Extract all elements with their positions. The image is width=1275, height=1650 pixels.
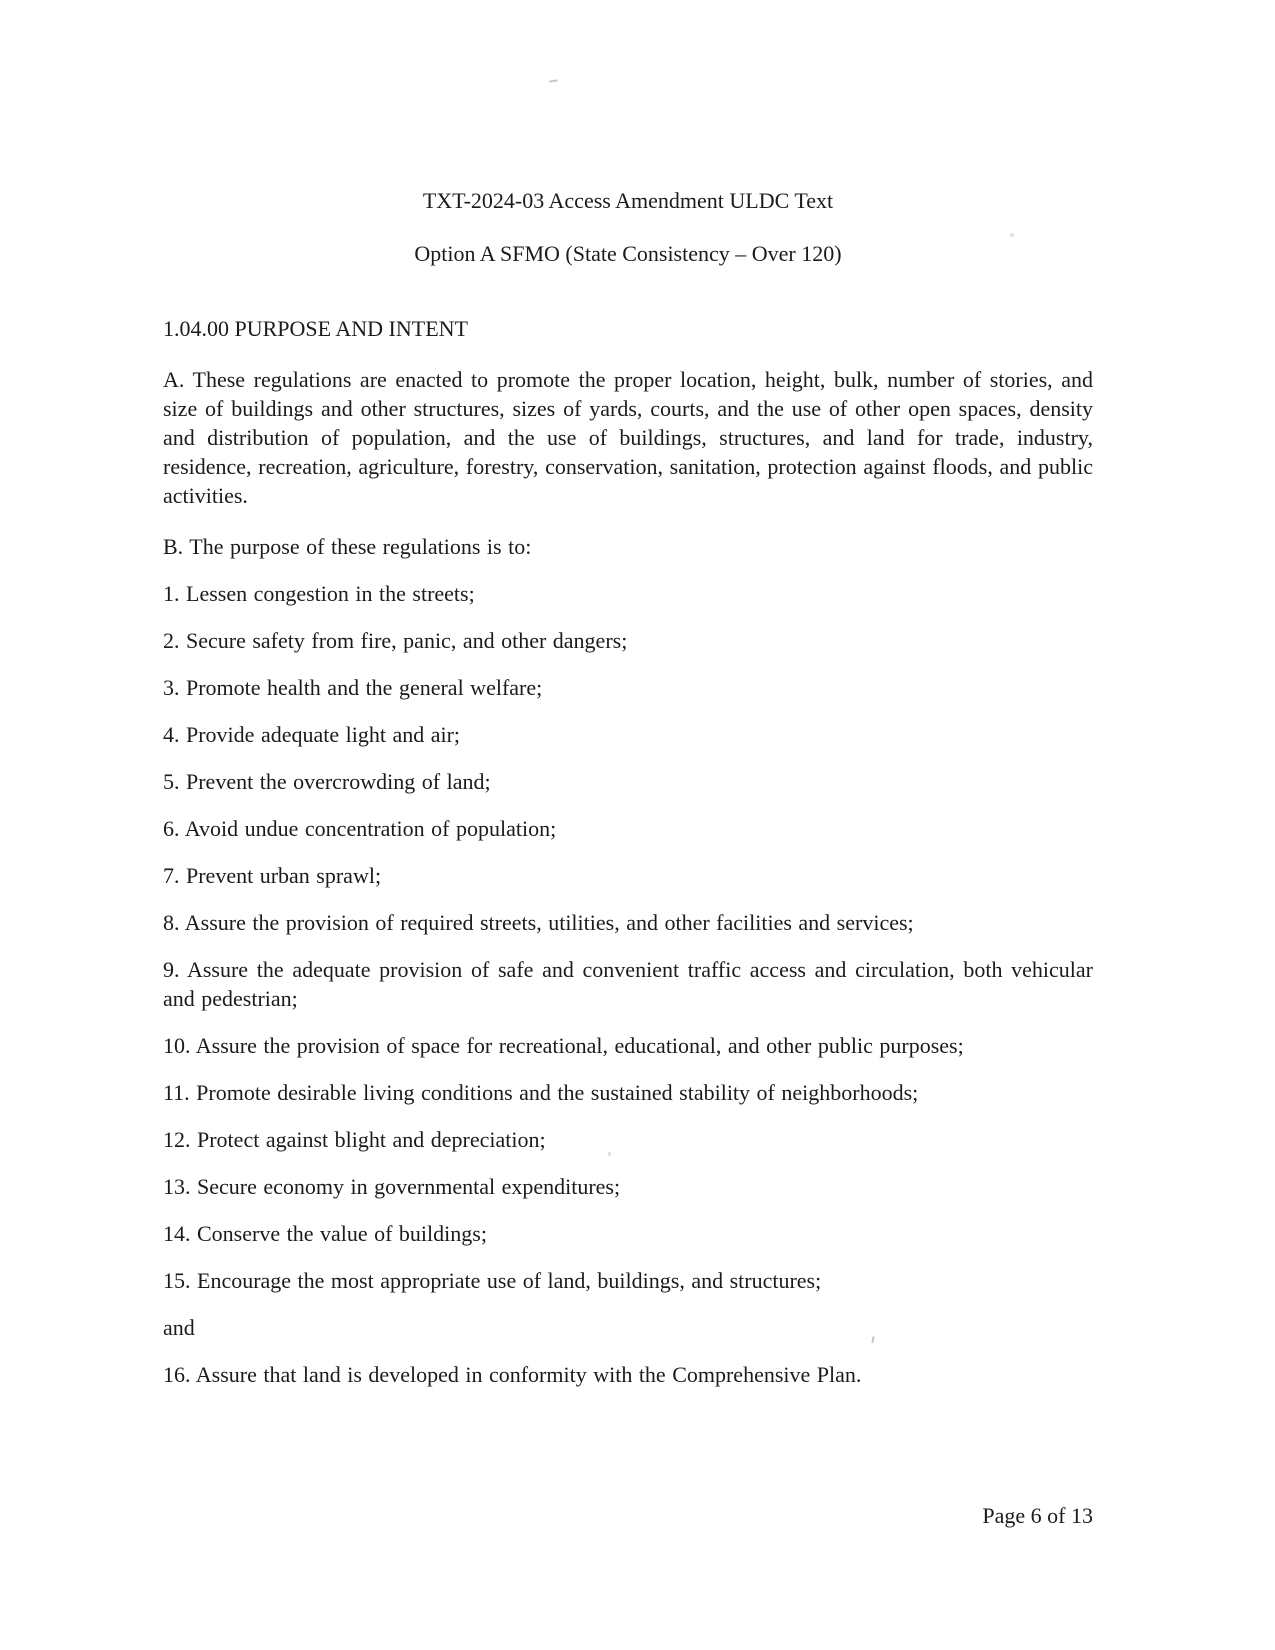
list-item: 9. Assure the adequate provision of safe and convenient traffic access and circulation, both vehicular and pedestrian; (163, 957, 1093, 1011)
list-item: 4. Provide adequate light and air; (163, 722, 461, 747)
list-item: 8. Assure the provision of required streets, utilities, and other facilities and services; (163, 910, 914, 935)
list-item: 12. Protect against blight and depreciation; (163, 1127, 546, 1152)
list-item: 2. Secure safety from fire, panic, and other dangers; (163, 628, 628, 653)
list-item: 15. Encourage the most appropriate use of land, buildings, and structures; (163, 1268, 822, 1293)
page-title: TXT-2024-03 Access Amendment ULDC Text (422, 188, 834, 213)
list-item: 10. Assure the provision of space for recreational, educational, and other public purposes; (163, 1033, 964, 1058)
list-item: 6. Avoid undue concentration of population; (163, 816, 557, 841)
scan-artifact (1010, 233, 1014, 237)
list-item: 7. Prevent urban sprawl; (163, 863, 382, 888)
paragraph-b: B. The purpose of these regulations is to: (163, 534, 532, 559)
list-item: 14. Conserve the value of buildings; (163, 1221, 487, 1246)
list-item: 11. Promote desirable living conditions and the sustained stability of neighborhoods; (163, 1080, 919, 1105)
scan-artifact (549, 79, 558, 82)
page-subtitle: Option A SFMO (State Consistency – Over 120) (414, 241, 842, 266)
purpose-list (163, 579, 1093, 1389)
document-content (163, 186, 1093, 1389)
list-item: 1. Lessen congestion in the streets; (163, 581, 475, 606)
list-item: and (163, 1315, 195, 1340)
section-heading: 1.04.00 PURPOSE AND INTENT (163, 316, 468, 341)
paragraph-a: A. These regulations are enacted to promote the proper location, height, bulk, number of stories, and size of buildings and other structures, sizes of yards, courts, and the use of other open spaces, density and distribution of population, and the use of buildings, structures, and land for trade, industry, residence, recreation, agriculture, forestry, conservation, sanitation, protection against floods, and public activities. (163, 367, 1093, 508)
list-item: 5. Prevent the overcrowding of land; (163, 769, 491, 794)
list-item: 3. Promote health and the general welfare; (163, 675, 543, 700)
page-footer: Page 6 of 13 (982, 1503, 1093, 1528)
list-item: 16. Assure that land is developed in conformity with the Comprehensive Plan. (163, 1362, 862, 1387)
list-item: 13. Secure economy in governmental expenditures; (163, 1174, 621, 1199)
scan-artifact (608, 1152, 611, 1156)
